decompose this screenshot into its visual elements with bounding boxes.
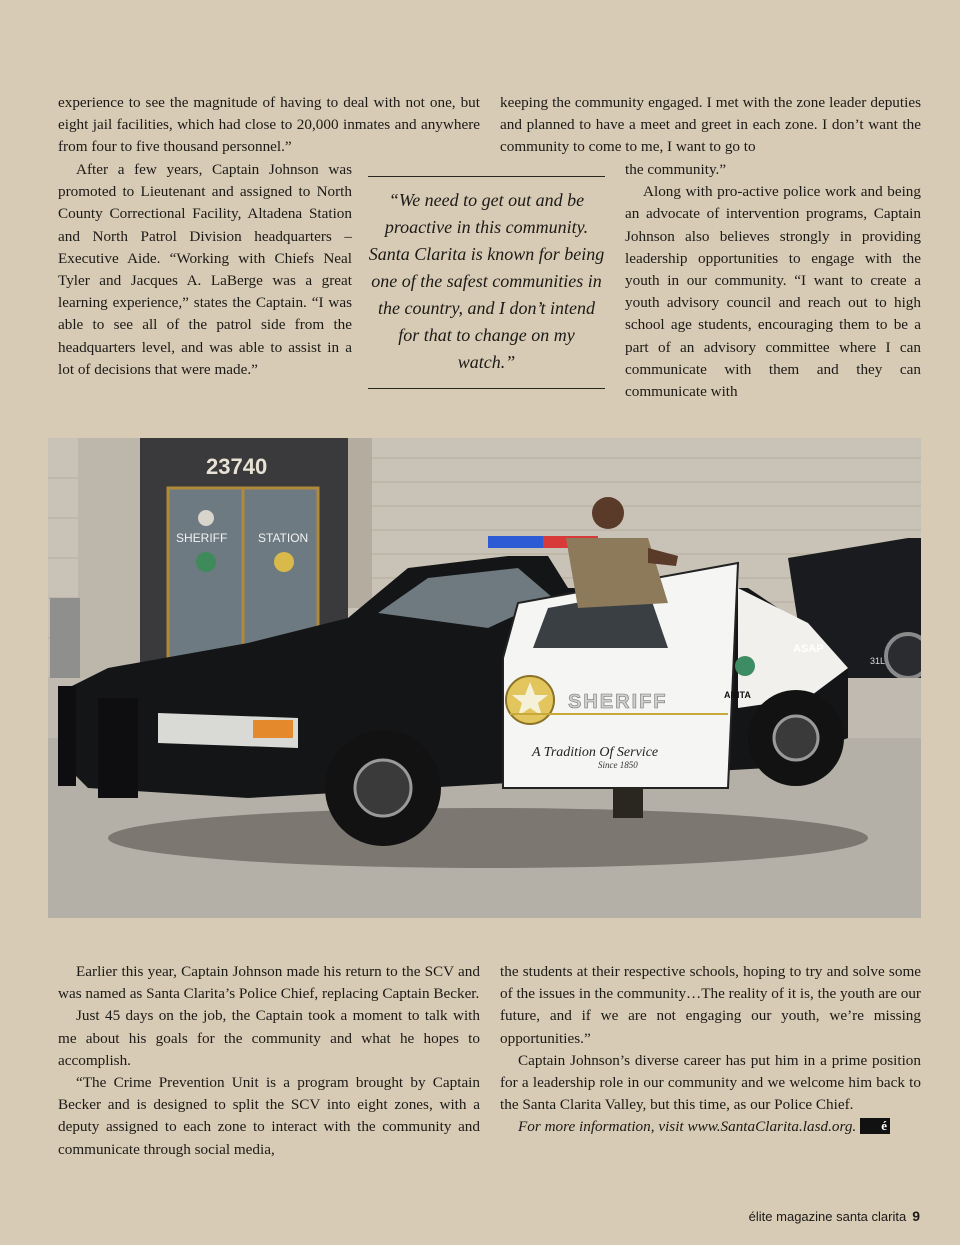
bottom-left-paragraph-3: “The Crime Prevention Unit is a program brought by Captain Becker and is designed to split the SCV into eight zones, with a deputy assigned to each zone to interact with the community and communicate through social media, [58,1074,480,1158]
photo-sheriff-car [48,438,921,918]
trash-can [50,598,80,688]
bottom-left-column [58,961,480,1161]
top-left-column-narrow [58,159,352,381]
car-unit-number: 31L [870,656,886,666]
car-sheriff-text: SHERIFF [568,691,668,713]
end-mark-icon: é [860,1118,890,1134]
pillar-left [78,438,140,688]
page-number: 9 [912,1208,920,1224]
car-since-text: Since 1850 [598,760,638,770]
publication-name: élite magazine santa clarita [748,1209,907,1224]
top-right-column-intro [500,92,921,159]
bottom-right-paragraph-1: the students at their respective schools, hoping to try and solve some of the issues in the community…The reality of it is, the youth are our future, and if we are not engaging our youth, we’re missing opportunities.” [500,963,921,1047]
page-footer [749,1208,920,1224]
pull-quote: “We need to get out and be proactive in this community. Santa Clarita is known for being one of the safest communities in the country, and I don’t intend for that to change on my watch.” [368,176,605,389]
door-sheriff-text: SHERIFF [176,531,228,545]
bottom-right-column [500,961,921,1139]
car-motto-text: A Tradition Of Service [532,745,659,760]
top-right-paragraph-2: Along with pro-active police work and being an advocate of intervention programs, Captain Johnson also believes strongly in providing leadership opportunities to engage with the youth in our community. “I want to create a youth advisory council and reach out to high school age students, encouraging them to be a part of an advisory committee where I can communicate with them and they can communicate with [625,183,921,401]
bottom-left-paragraph-1: Earlier this year, Captain Johnson made his return to the SCV and was named as Santa Clarita’s Police Chief, replacing Captain Becker. [58,963,480,1003]
door-badge-icon [196,552,216,572]
photo-illustration [48,438,921,918]
pillar-right [348,438,372,608]
officer-head [592,497,624,529]
top-right-column-narrow [625,159,921,403]
more-info-line [500,1116,921,1138]
car-city-seal-icon [735,656,755,676]
bottom-right-paragraph-2: Captain Johnson’s diverse career has put him in a prime position for a leadership role in our community and we welcome him back to the Santa Clarita Valley, but this time, as our Police Chief. [500,1051,921,1114]
top-left-paragraph-1: experience to see the magnitude of having to deal with not one, but eight jail facilities, which had close to 20,000 inmates and anywhere from four to five thousand personnel.” [58,94,480,156]
top-left-column-intro [58,92,480,159]
bottom-left-paragraph-2: Just 45 days on the job, the Captain took a moment to talk with me about his goals for the community and what he hopes to accomplish. [58,1007,480,1069]
push-bumper [58,686,76,786]
car-rear-text: ARITA [724,690,751,700]
car-asap-text: ASAP [793,643,824,655]
door-seal-icon [198,510,214,526]
officer-legs [613,788,643,818]
door-star-icon [274,552,294,572]
top-right-paragraph-1-end: the community.” [625,161,727,178]
top-left-paragraph-2: After a few years, Captain Johnson was promoted to Lieutenant and assigned to North County Correctional Facility, Altadena Station and North Patrol Division headquarters –Executive Aide. “Working with Chiefs Neal Tyler and Jacques A. LaBerge was a great learning experience,” states the Captain. “I was able to see all of the patrol side from the headquarters level, and was able to assist in a lot of decisions that were made.” [58,161,352,378]
building-number: 23740 [206,454,268,479]
top-right-paragraph-1: keeping the community engaged. I met with the zone leader deputies and planned to have a meet and greet in each zone. I don’t want the community to come to me, I want to go to [500,94,921,156]
more-info-link-text[interactable]: For more information, visit www.SantaClarita.lasd.org. [518,1118,857,1136]
door-station-text: STATION [258,531,309,545]
